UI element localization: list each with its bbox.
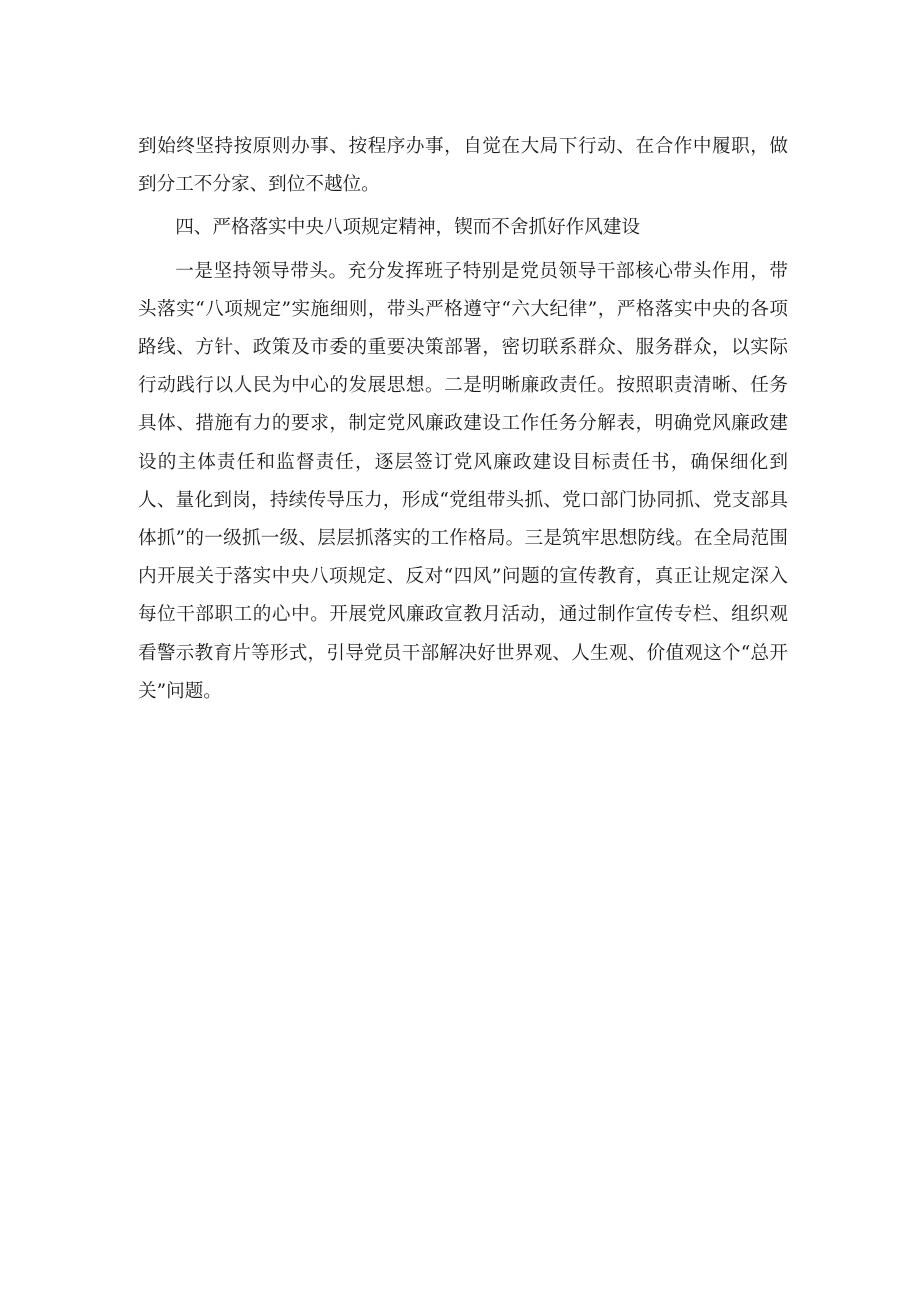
- body-paragraph: 一是坚持领导带头。充分发挥班子特别是党员领导干部核心带头作用，带头落实“八项规定”实施细则，带头严格遵守“六大纪律”，严格落实中央的各项路线、方针、政策及市委的重要决策部署，密切联系群众、服务群众，以实际行动践行以人民为中心的发展思想。二是明晰廉政责任。按照职责清晰、任务具体、措施有力的要求，制定党风廉政建设工作任务分解表，明确党风廉政建设的主体责任和监督责任，逐层签订党风廉政建设目标责任书，确保细化到人、量化到岗，持续传导压力，形成“党组带头抓、党口部门协同抓、党支部具体抓”的一级抓一级、层层抓落实的工作格局。三是筑牢思想防线。在全局范围内开展关于落实中央八项规定、反对“四风”问题的宣传教育，真正让规定深入每位干部职工的心中。开展党风廉政宣教月活动，通过制作宣传专栏、组织观看警示教育片等形式，引导党员干部解决好世界观、人生观、价值观这个“总开关”问题。: [138, 260, 788, 702]
- document-body: [138, 128, 788, 711]
- section-heading: 四、严格落实中央八项规定精神，锲而不舍抓好作风建设: [175, 217, 641, 239]
- continuation-paragraph: 到始终坚持按原则办事、按程序办事，自觉在大局下行动、在合作中履职，做到分工不分家、到位不越位。: [138, 136, 788, 196]
